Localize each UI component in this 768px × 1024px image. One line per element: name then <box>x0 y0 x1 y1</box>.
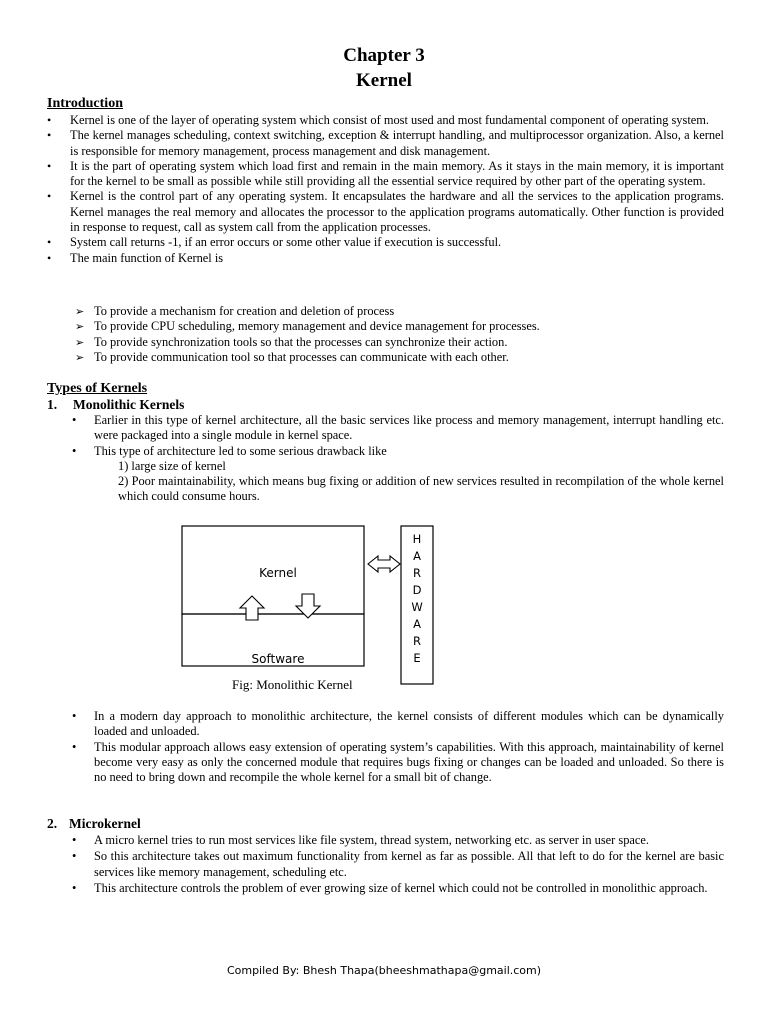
hardware-letter: A <box>413 549 421 563</box>
list-item: • The kernel manages scheduling, context switching, exception & interrupt handling, and multiprocessor organization. Also, a kernel is responsible for memory management, process management and disk management. <box>47 128 724 159</box>
hardware-letter: R <box>413 634 421 648</box>
list-item: • This architecture controls the problem of ever growing size of kernel which could not be controlled in monolithic approach. <box>70 881 724 896</box>
list-item: • System call returns -1, if an error occurs or some other value if execution is successful. <box>47 235 724 250</box>
list-item: • The main function of Kernel is <box>47 251 724 266</box>
list-item: • Kernel is the control part of any operating system. It encapsulates the hardware and all the services to the application programs. Kernel manages the real memory and allocates the processor to the application programs automatically. Other function is provided in response to request, call as system call from the application processes. <box>47 189 724 235</box>
hardware-letters <box>411 532 422 665</box>
list-item: ➢ To provide a mechanism for creation and deletion of process <box>75 304 715 319</box>
list-item: • Earlier in this type of kernel architecture, all the basic services like process and memory management, interrupt handling etc. were packaged into a single module in kernel space. <box>70 413 724 444</box>
software-label: Software <box>251 652 305 666</box>
chapter-number: Chapter 3 <box>343 45 425 66</box>
list-item: • This modular approach allows easy extension of operating system’s capabilities. With this approach, maintainability of kernel become very easy as only the concerned module that requires bugs fixing or changes can be loaded and unloaded. So there is no need to bring down and recompile the whole kernel for a small bit of change. <box>70 740 724 786</box>
hardware-letter: A <box>413 617 421 631</box>
list-item: ➢ To provide communication tool so that processes can communicate with each other. <box>75 350 715 365</box>
monolithic-number: 1. <box>47 397 58 412</box>
microkernel-list <box>70 833 724 896</box>
drawback-2: 2) Poor maintainability, which means bug fixing or addition of new services resulted in recompilation of the whole kernel which could consume hours. <box>118 474 724 504</box>
list-item: • In a modern day approach to monolithic architecture, the kernel consists of different modules which can be dynamically loaded and unloaded. <box>70 709 724 740</box>
microkernel-title: Microkernel <box>69 816 141 831</box>
monolithic-heading <box>47 397 184 413</box>
microkernel-number: 2. <box>47 816 58 831</box>
introduction-heading: Introduction <box>47 96 123 111</box>
up-arrow-icon <box>240 596 264 620</box>
monolithic-list-top <box>70 413 724 505</box>
figure-caption: Fig: Monolithic Kernel <box>232 677 353 692</box>
list-item: ➢ To provide synchronization tools so that the processes can synchronize their action. <box>75 335 715 350</box>
microkernel-heading <box>47 816 141 832</box>
kernel-label: Kernel <box>259 566 297 580</box>
page-footer: Compiled By: Bhesh Thapa(bheeshmathapa@gmail.com) <box>226 964 542 977</box>
hardware-letter: R <box>413 566 421 580</box>
hardware-letter: E <box>413 651 421 665</box>
monolithic-kernel-diagram <box>170 522 440 688</box>
hardware-letter: W <box>411 600 423 614</box>
monolithic-title: Monolithic Kernels <box>73 397 185 412</box>
list-item: • So this architecture takes out maximum functionality from kernel as far as possible. All that left to do for the kernel are basic services like memory management, scheduling etc. <box>70 849 724 880</box>
introduction-list <box>47 113 724 266</box>
bidirectional-arrow-icon <box>368 556 400 572</box>
drawback-1: 1) large size of kernel <box>118 458 226 473</box>
hardware-letter: H <box>412 532 422 546</box>
monolithic-list-bottom <box>70 709 724 785</box>
list-item: • Kernel is one of the layer of operating system which consist of most used and most fundamental component of operating system. <box>47 113 724 128</box>
kernel-functions-list <box>75 304 715 365</box>
list-item: • A micro kernel tries to run most services like file system, thread system, networking etc. as server in user space. <box>70 833 724 848</box>
page-title: Kernel <box>356 70 412 91</box>
list-item: • It is the part of operating system which load first and remain in the main memory. As it stays in the main memory, it is important for the kernel to be small as possible while still providing all the essential service required by other part of the operating system. <box>47 159 724 190</box>
list-item: ➢ To provide CPU scheduling, memory management and device management for processes. <box>75 319 715 334</box>
types-heading: Types of Kernels <box>47 381 148 396</box>
hardware-letter: D <box>412 583 422 597</box>
list-item: • This type of architecture led to some serious drawback like <box>70 444 724 459</box>
